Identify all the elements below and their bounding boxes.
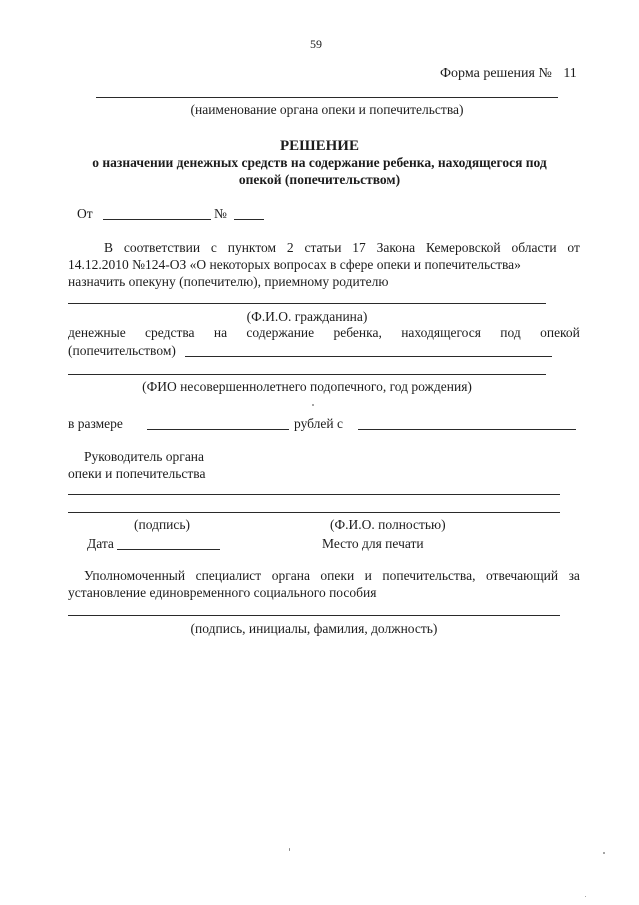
word: ребенка, (333, 325, 382, 340)
date-field[interactable] (117, 549, 220, 550)
org-name-caption: (наименование органа опеки и попечительства) (190, 102, 464, 117)
form-label-text: Форма решения № (440, 66, 552, 81)
word: 2 (286, 240, 294, 255)
word: В (104, 240, 114, 255)
para1-line2: 14.12.2010 №124-ОЗ «О некоторых вопросах в сфере опеки и попечительства» (68, 257, 521, 272)
word: пунктом (227, 240, 277, 255)
document-subtitle-1: о назначении денежных средств на содержание ребенка, находящегося под (92, 155, 547, 170)
document-title: РЕШЕНИЕ (280, 138, 359, 154)
head-line-2[interactable] (68, 512, 560, 513)
word: и (364, 568, 372, 583)
fullname-caption: (Ф.И.О. полностью) (330, 517, 446, 532)
word: органа (271, 568, 310, 583)
form-label (440, 66, 577, 82)
word: попечительства, (382, 568, 476, 583)
word: опекой (540, 325, 580, 340)
word: 17 (352, 240, 366, 255)
word: на (213, 325, 228, 340)
para3-line1 (84, 568, 580, 584)
para1-line3: назначить опекуну (попечителю), приемному родителю (68, 274, 389, 289)
para3-line2: установление единовременного социального пособия (68, 585, 377, 600)
word: за (568, 568, 580, 583)
word: Закона (376, 240, 416, 255)
word: специалист (195, 568, 262, 583)
from-label: От (77, 206, 93, 221)
word: содержание (246, 325, 315, 340)
document-subtitle-2: опекой (попечительством) (238, 172, 401, 187)
head-line-1[interactable] (68, 494, 560, 495)
start-date-field[interactable] (358, 429, 576, 430)
word: находящегося (401, 325, 481, 340)
word: от (567, 240, 580, 255)
number-sign: № (214, 206, 227, 221)
from-date-field[interactable] (103, 219, 211, 220)
signature-caption: (подпись) (134, 517, 191, 532)
word: под (500, 325, 521, 340)
minor-name-field[interactable] (68, 374, 546, 375)
citizen-name-caption: (Ф.И.О. гражданина) (246, 309, 368, 324)
word: области (511, 240, 557, 255)
word: Уполномоченный (84, 568, 186, 583)
amount-field[interactable] (147, 429, 289, 430)
date-label: Дата (87, 536, 114, 551)
rubles-from-label: рублей с (294, 416, 343, 431)
citizen-name-field[interactable] (68, 303, 546, 304)
head-title-1: Руководитель органа (84, 449, 205, 464)
word: статьи (304, 240, 342, 255)
form-number: 11 (563, 66, 577, 81)
amount-label: в размере (68, 416, 123, 431)
word: с (210, 240, 217, 255)
specialist-field[interactable] (68, 615, 560, 616)
word: денежные (68, 325, 126, 340)
scan-speck (312, 404, 314, 406)
word: опеки (320, 568, 355, 583)
head-title-2: опеки и попечительства (68, 466, 206, 481)
org-name-line (96, 97, 558, 98)
word: средства (145, 325, 195, 340)
specialist-caption: (подпись, инициалы, фамилия, должность) (190, 621, 438, 636)
page-number: 59 (310, 37, 322, 51)
decision-number-field[interactable] (234, 219, 264, 220)
guardianship-field[interactable] (185, 356, 552, 357)
para2-line1 (68, 325, 580, 341)
scan-speck (289, 848, 290, 851)
minor-name-caption: (ФИО несовершеннолетнего подопечного, год рождения) (142, 379, 472, 394)
para1-line1 (104, 240, 580, 256)
scan-speck (603, 852, 605, 854)
scan-speck (585, 896, 586, 897)
stamp-place: Место для печати (322, 536, 424, 551)
word: отвечающий (485, 568, 559, 583)
word: Кемеровской (425, 240, 501, 255)
para2-line2: (попечительством) (68, 343, 176, 358)
word: соответствии (123, 240, 201, 255)
